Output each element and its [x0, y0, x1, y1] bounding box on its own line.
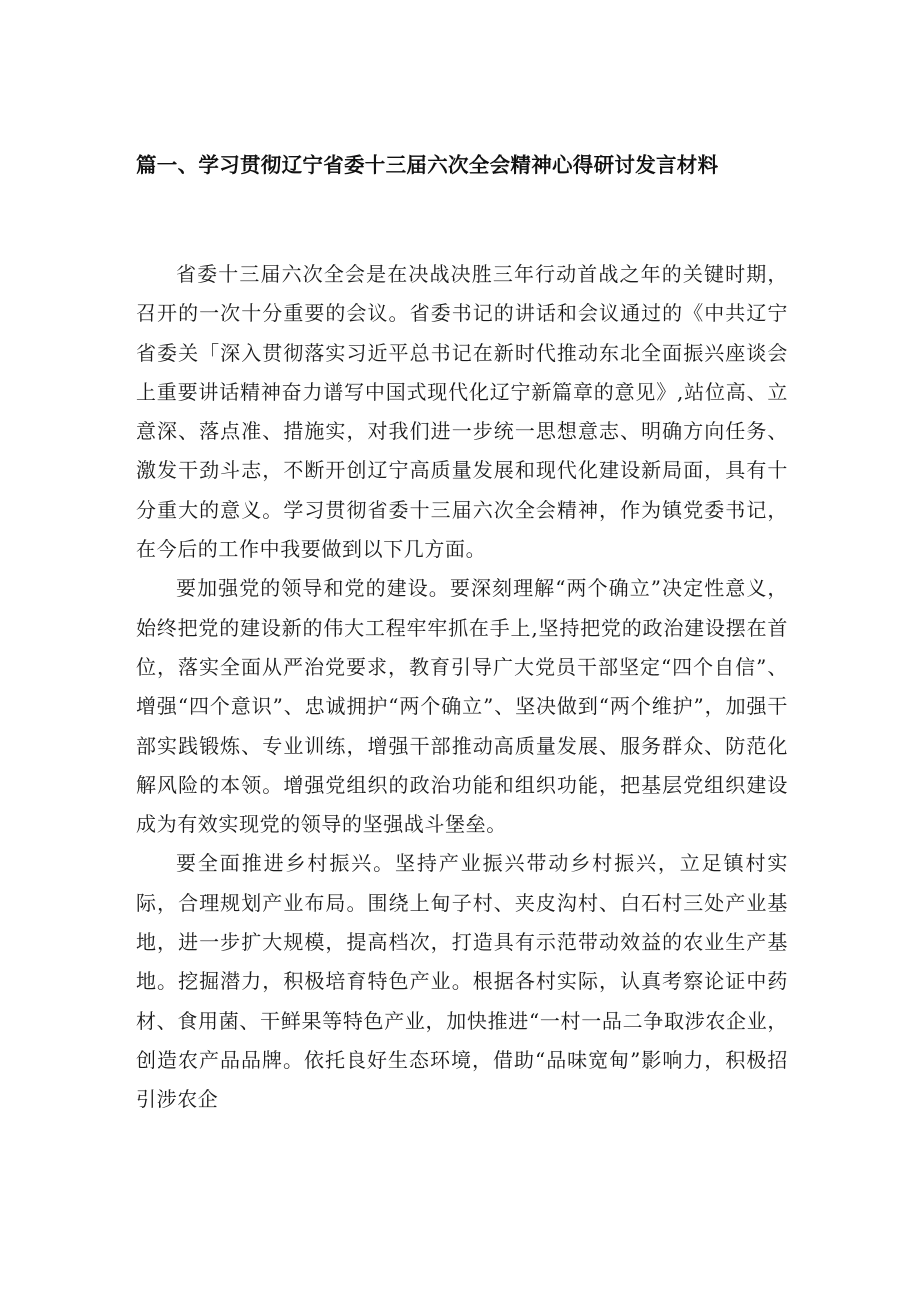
paragraph-2: 要加强党的领导和党的建设。要深刻理解“两个确立”决定性意义，始终把党的建设新的伟大工程牢牢抓在手上,坚持把党的政治建设摆在首位，落实全面从严治党要求，教育引导广大党员干部坚定“四个自信”、增强“四个意识”、忠诚拥护“两个确立”、坚决做到“两个维护”，加强干部实践锻炼、专业训练，增强干部推动高质量发展、服务群众、防范化解风险的本领。增强党组织的政治功能和组织功能，把基层党组织建设成为有效实现党的领导的坚强战斗堡垒。: [136, 576, 788, 837]
paragraph-1: 省委十三届六次全会是在决战决胜三年行动首战之年的关键时期，召开的一次十分重要的会议。省委书记的讲话和会议通过的《中共辽宁省委关「深入贯彻落实习近平总书记在新时代推动东北全面振兴座谈会上重要讲话精神奋力谱写中国式现代化辽宁新篇章的意见》,站位高、立意深、落点准、措施实，对我们进一步统一思想意志、明确方向任务、激发干劲斗志，不断开创辽宁高质量发展和现代化建设新局面，具有十分重大的意义。学习贯彻省委十三届六次全会精神，作为镇党委书记，在今后的工作中我要做到以下几方面。: [136, 262, 788, 562]
paragraph-3: 要全面推进乡村振兴。坚持产业振兴带动乡村振兴，立足镇村实际，合理规划产业布局。围绕上甸子村、夹皮沟村、白石村三处产业基地，进一步扩大规模，提高档次，打造具有示范带动效益的农业生产基地。挖掘潜力，积极培育特色产业。根据各村实际，认真考察论证中药材、食用菌、干鲜果等特色产业，加快推进“一村一品二争取涉农企业，创造农产品品牌。依托良好生态环境，借助“品味宽甸”影响力，积极招引涉农企: [136, 851, 788, 1112]
document-title: 篇一、学习贯彻辽宁省委十三届六次全会精神心得研讨发言材料: [136, 153, 719, 177]
document-body: [136, 255, 788, 1120]
